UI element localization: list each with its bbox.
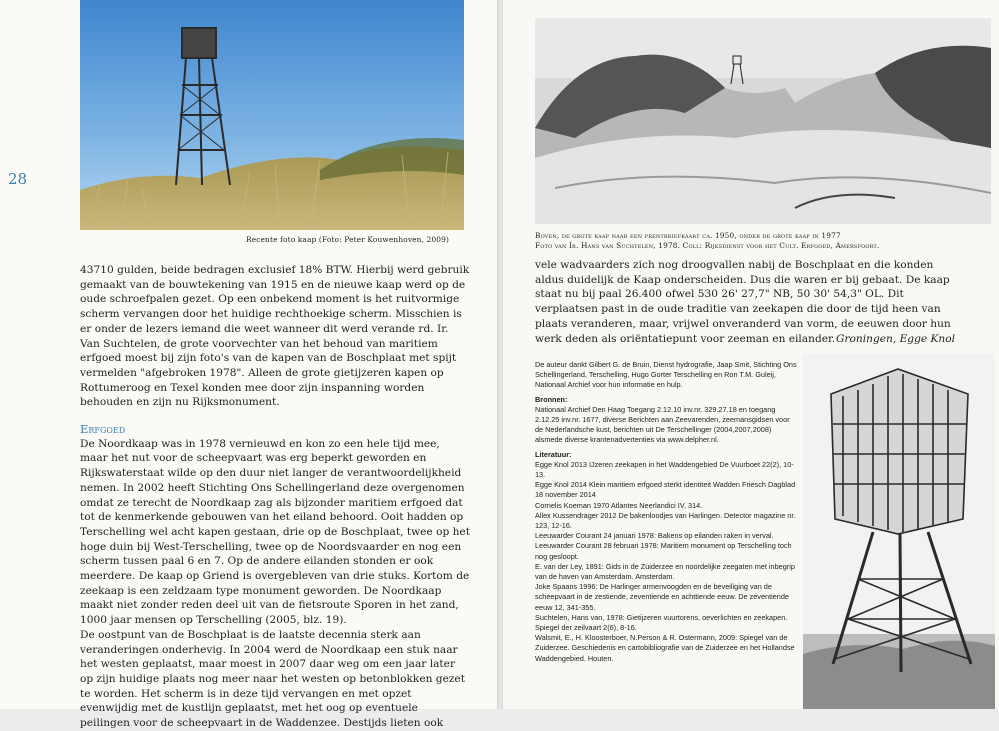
literatuur-item: Egge Knol 2014 Klein maritiem erfgoed sterkt identiteit Wadden Friesch Dagblad 18 november 2014 [535,480,796,500]
dune-photo-bw [535,18,991,224]
references-block [535,360,799,664]
beacon-photo-1977 [803,354,995,709]
acknowledgement: De auteur dankt Gilbert G. de Bruin, Dienst hydrografie, Jaap Smit, Stichting Ons Schellingerland, Terschelling, Hugo Gorter Terschelling en Ron T.M. Guleij, Nationaal Archief voor hun informatie en hulp. [535,360,797,390]
literatuur-item: Cornelis Koeman 1970 Atlantes Neerlandici IV, 314. [535,500,703,510]
literatuur-item: Leeuwarder Courant 24 januari 1978: Bakens op eilanden raken in verval. [535,531,774,541]
bronnen-heading: Bronnen: [535,394,568,404]
literatuur-item: E. van der Ley, 1891: Gids in de Zuiderzee en noordelijke zeegaten met inbegrip van de haven van Amsterdam. Amsterdam. [535,561,795,582]
author-signature: Groningen, Egge Knol [836,333,955,346]
right-photo-caption [535,231,995,250]
literatuur-item: Egge Knol 2013 IJzeren zeekapen in het Waddengebied De Vuurboet 22(2), 10-13. [535,459,794,480]
literatuur-item: Walsmit, E., H. Kloosterboer, N.Person & R. Ostermann, 2009: Spiegel van de Zuiderzee. Geschiedenis en cartobibliografie van de Zuiderzee en het Hollandse Waddengebied. Houten. [535,633,795,663]
right-paragraph: vele wadvaarders zich nog droogvallen nabij de Boschplaat en die konden aldus duidelijk de Kaap onderscheiden. Dus die waren er bij gebaat. De kaap staat nu bij paal 26.400 ofwel 530 26' 27,7" NB, 50 30' 54,3" OL. Dit verplaatsen past in de oude traditie van zeekapen die door de tijd heen van plaats veranderen, maar, vrijwel onveranderd van vorm, de eeuwen door hun werk deden als oriëntatiepunt voor zeeman en eilander. [535,259,951,345]
right-body-text [535,258,955,347]
section-heading-erfgoed: Erfgoed [80,422,126,437]
page-number: 28 [8,170,28,188]
right-page [503,0,999,709]
caption-line-2: Foto van Ir. Hans van Suchtelen, 1978. Coll: Rijksdienst voor het Cult. Erfgoed, Amersfoort. [535,240,880,250]
left-body-text [80,263,470,731]
literatuur-item: Allex Kussendrager 2012 De bakenloodjes van Harlingen. Detector magazine nr. 123, 12-16. [535,510,796,531]
left-paragraph-3: De oostpunt van de Boschplaat is de laatste decennia sterk aan veranderingen onderhevig. In 2004 werd de Noordkaap een stuk naar het westen geplaatst, maar moest in 2007 daar weg om een jaar later op zijn huidige plaats nog meer naar het westen op betonblokken gezet te worden. Het scherm is in deze tijd vervangen en met opzet evenwijdig met de kustlijn geplaatst, met het oog op eventuele peilingen voor de scheepvaart in de Waddenzee. Destijds lieten ook [80,628,465,730]
left-page [0,0,497,730]
left-photo-caption: Recente foto kaap (Foto: Peter Kouwenhoven, 2009) [246,235,450,244]
literatuur-item: Leeuwarder Courant 28 februari 1978: Maritiem monument op Terschelling toch nog gesloopt. [535,541,792,561]
left-paragraph-2: De Noordkaap was in 1978 vernieuwd en kon zo een hele tijd mee, maar het nut voor de scheepvaart was erg beperkt geworden en Rijkswaterstaat wilde op den duur niet langer de verantwoordelijkheid nemen. In 2002 heeft Stichting Ons Schellingerland deze overgenomen omdat ze terecht de Noordkaap zag als bijzonder maritiem erfgoed dat tot de kenmerkende gebouwen van het eiland behoord. Ooit hadden op Terschelling wel acht kapen gestaan, drie op de Boschplaat, twee op het hoge duin bij West-Terschelling, twee op de Noordsvaarder en nog een scherm tussen paal 6 en 7. Op de andere eilanden stonden er ook meerdere. De kaap op Griend is overgebleven van drie stuks. Kortom de zeekaap is een zeldzaam type monument geworden. De Noordkaap maakt niet zonder reden deel uit van de fietsroute Sporen in het zand, 1000 jaar mensen op Terschelling (2005, blz. 19). [80,437,470,627]
recent-photo-beacon [80,0,464,230]
literatuur-item: Suchtelen, Hans van, 1978: Gietijzeren vuurtorens, oeverlichten en zeekapen. Spiegel der zeilvaart 2(6), 8-16. [535,612,788,633]
left-paragraph-1: 43710 gulden, beide bedragen exclusief 18% BTW. Hierbij werd gebruik gemaakt van de bouwtekening van 1915 en de nieuwe kaap werd op de oude schroefpalen gezet. Op een onbekend moment is het ruitvormige scherm vervangen door het huidige rechthoekige scherm. Misschien is er onder de lezers iemand die weet wanneer dit werd verande rd. Ir. Van Suchtelen, de grote voorvechter van het behoud van maritiem erfgoed moest bij zijn foto's van de kapen van de Boschplaat met spijt vermelden "afgebroken 1978". Alleen de grote gietijzeren kapen op Rottumeroog en Texel konden mee door zijn inspanning worden behouden en zijn nu Rijksmonument. [80,264,470,409]
caption-line-1: Boven, de grote kaap naar een prentbriefkaart ca. 1950, onder de grote kaap in 1977 [535,231,841,240]
bronnen-text: Nationaal Archief Den Haag Toegang 2.12.10 inv.nr. 329.27.18 en toegang 2.12.25 inv.nr. 1677, diverse Berichten aan Zeevarenden, zeemansgidsen voor de Nederlandsche kust, berichten uit De Terschellinger (2004,2007,2008) alsmede diverse krantenadvertenties via www.delpher.nl. [535,404,790,445]
literatuur-item: Joke Spaans 1996: De Harlinger armenvoogden en de beveiliging van de scheepvaart in de zestiende, zeventiende en achttiende eeuw. De zeventiende eeuw 12, 341-355. [535,582,789,612]
literatuur-heading: Literatuur: [535,449,572,459]
